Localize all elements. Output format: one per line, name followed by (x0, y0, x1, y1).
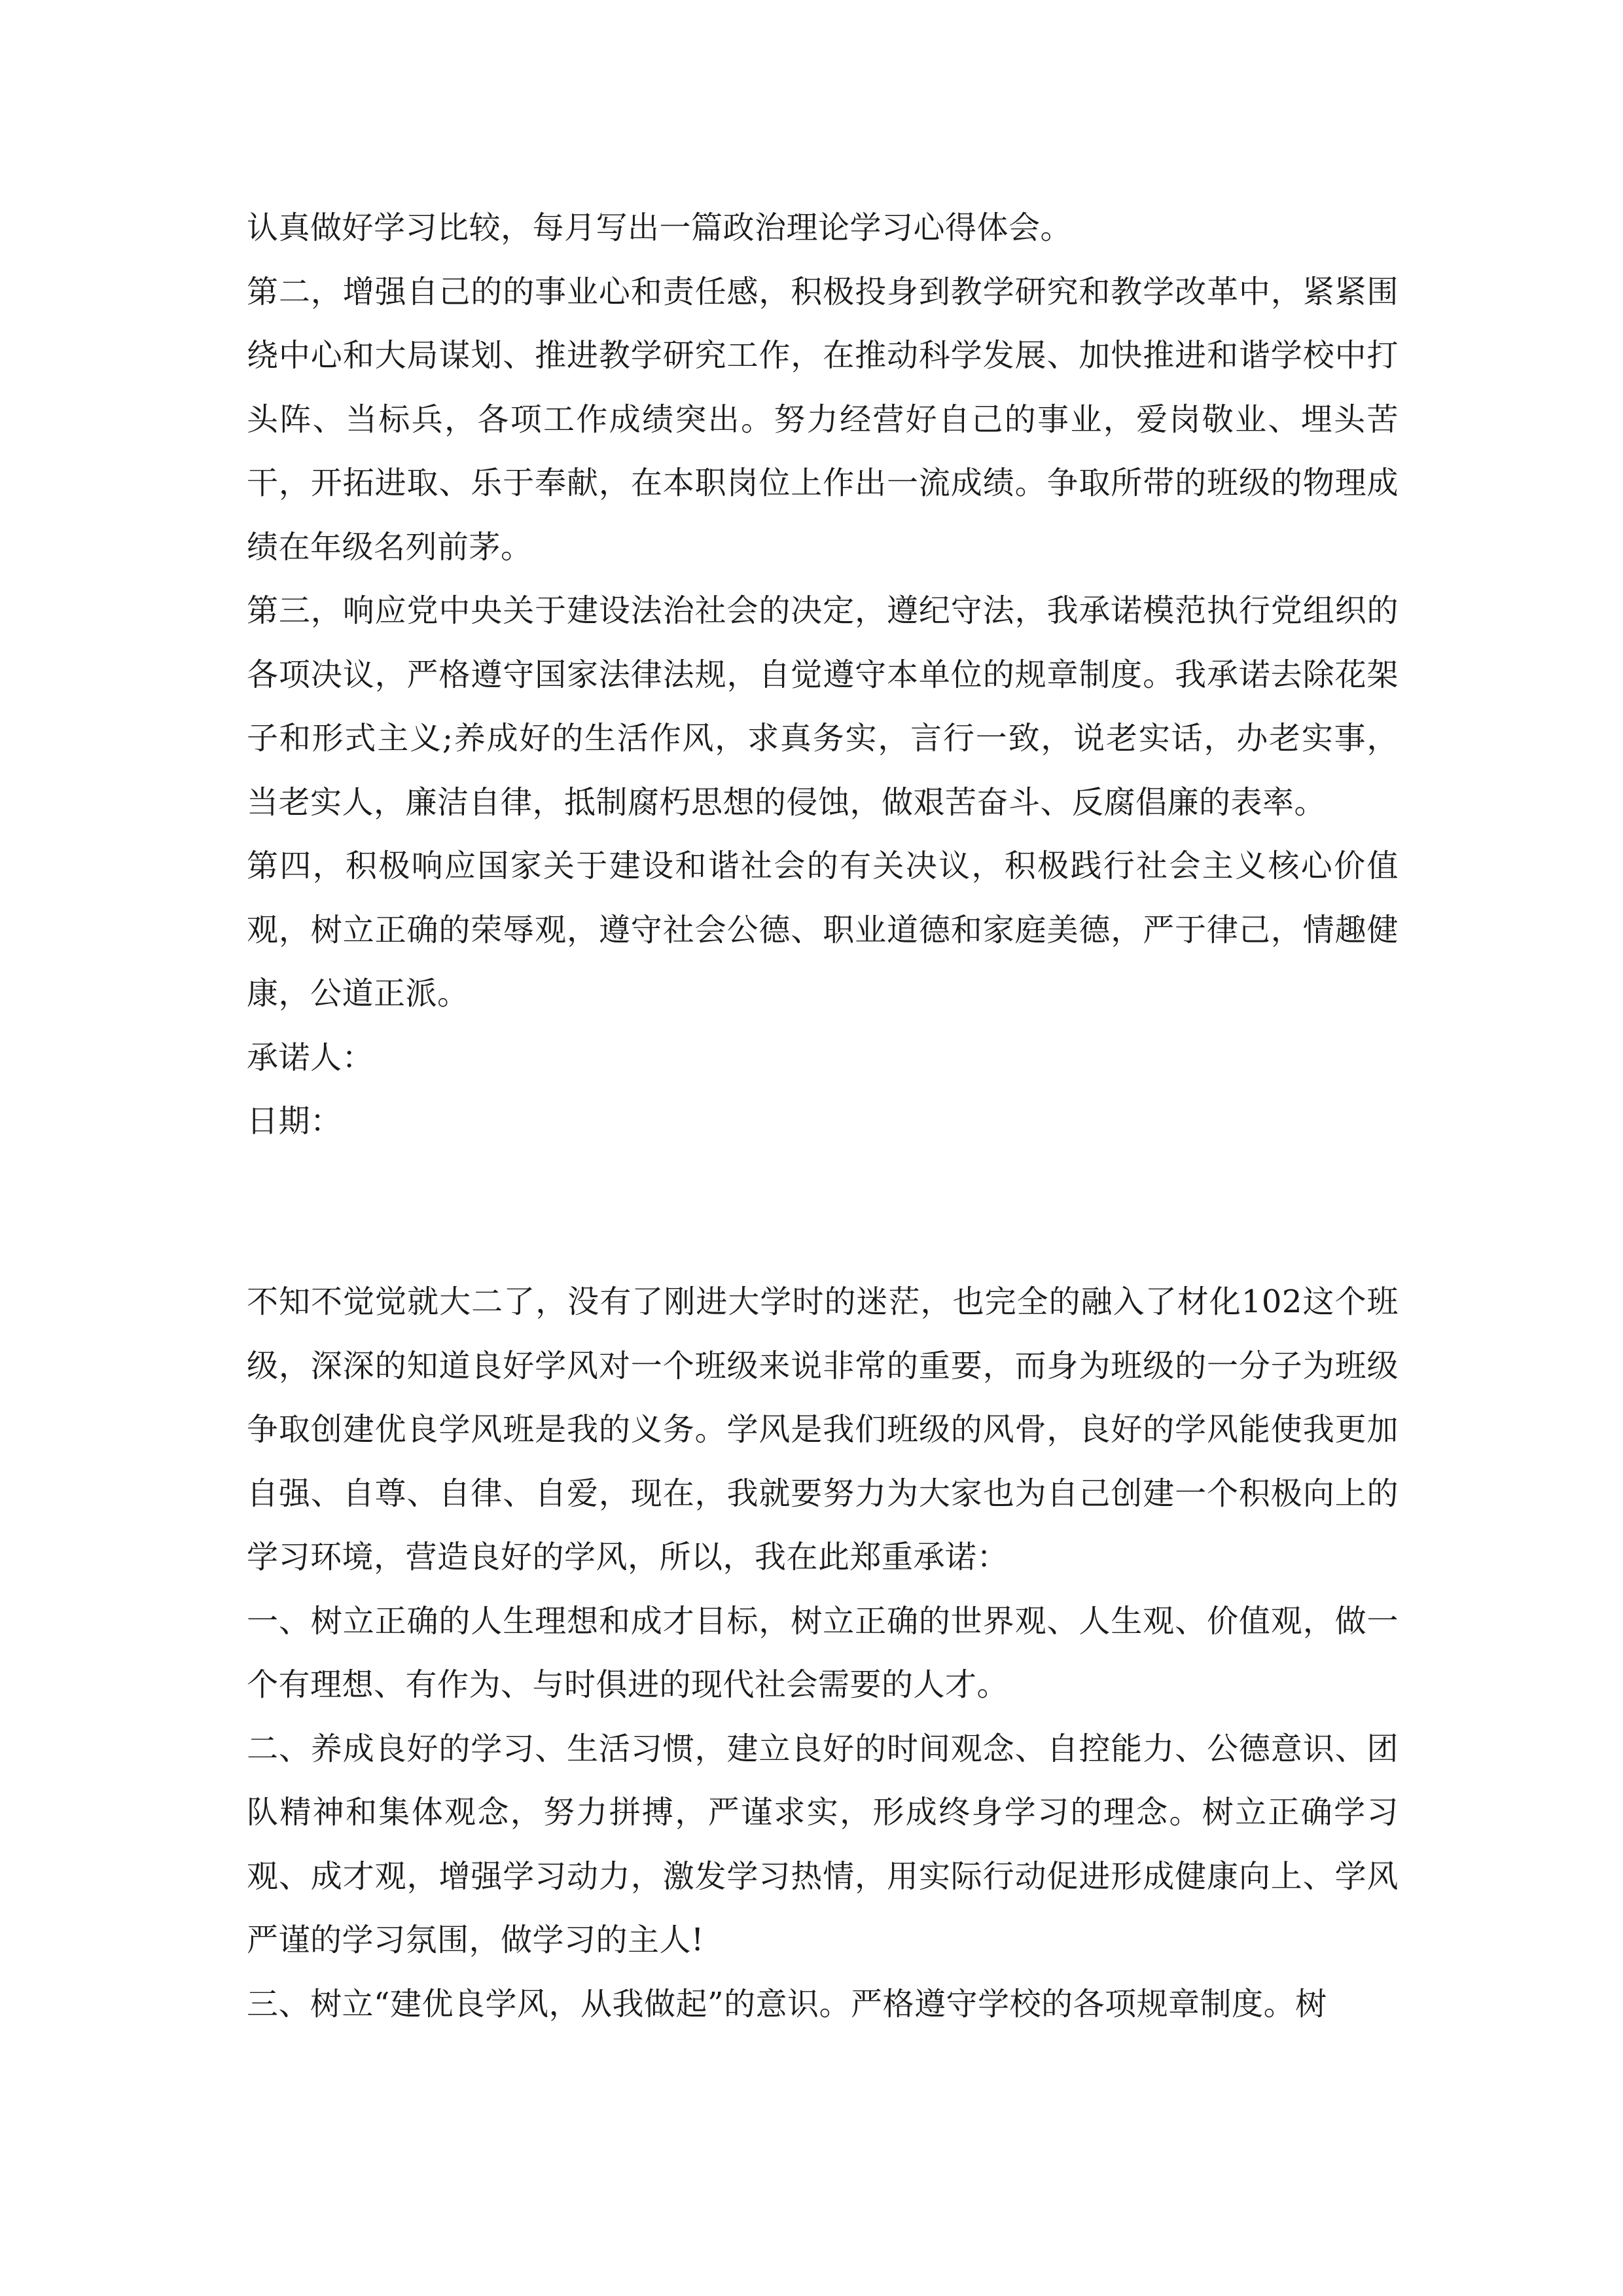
pledge-section-2 (247, 1270, 1399, 2036)
paragraph-fourth-commitment: 第四，积极响应国家关于建设和谐社会的有关决议，积极践行社会主义核心价值观，树立正确的荣辱观，遵守社会公德、职业道德和家庭美德，严于律己，情趣健康，公道正派。 (247, 848, 1399, 1012)
paragraph-second-commitment: 第二，增强自己的的事业心和责任感，积极投身到教学研究和教学改革中，紧紧围绕中心和大局谋划、推进教学研究工作，在推动科学发展、加快推进和谐学校中打头阵、当标兵，各项工作成绩突出。努力经营好自己的事业，爱岗敬业、埋头苦干，开拓进取、乐于奉献，在本职岗位上作出一流成绩。争取所带的班级的物理成绩在年级名列前茅。 (247, 273, 1399, 565)
paragraph-item-two: 二、养成良好的学习、生活习惯，建立良好的时间观念、自控能力、公德意识、团队精神和集体观念，努力拼搏，严谨求实，形成终身学习的理念。树立正确学习观、成才观，增强学习动力，激发学习热情，用实际行动促进形成健康向上、学风严谨的学习氛围，做学习的主人! (247, 1730, 1399, 1958)
date-label: 日期： (247, 1103, 342, 1139)
paragraph-third-commitment: 第三，响应党中央关于建设法治社会的决定，遵纪守法，我承诺模范执行党组织的各项决议，严格遵守国家法律法规，自觉遵守本单位的规章制度。我承诺去除花架子和形式主义;养成好的生活作风，求真务实，言行一致，说老实话，办老实事，当老实人，廉洁自律，抵制腐朽思想的侵蚀，做艰苦奋斗、反腐倡廉的表率。 (247, 592, 1399, 821)
paragraph-intro: 不知不觉觉就大二了，没有了刚进大学时的迷茫，也完全的融入了材化102这个班级，深深的知道良好学风对一个班级来说非常的重要，而身为班级的一分子为班级争取创建优良学风班是我的义务。学风是我们班级的风骨，良好的学风能使我更加自强、自尊、自律、自爱，现在，我就要努力为大家也为自己创建一个积极向上的学习环境，营造良好的学风，所以，我在此郑重承诺： (247, 1283, 1399, 1575)
paragraph-item-one: 一、树立正确的人生理想和成才目标，树立正确的世界观、人生观、价值观，做一个有理想、有作为、与时俱进的现代社会需要的人才。 (247, 1602, 1399, 1703)
paragraph-item-three: 三、树立“建优良学风，从我做起”的意识。严格遵守学校的各项规章制度。树 (247, 1985, 1327, 2022)
paragraph-study-summary: 认真做好学习比较，每月写出一篇政治理论学习心得体会。 (247, 209, 1073, 246)
pledge-section-1 (247, 196, 1399, 1154)
signer-label: 承诺人： (247, 1039, 374, 1076)
